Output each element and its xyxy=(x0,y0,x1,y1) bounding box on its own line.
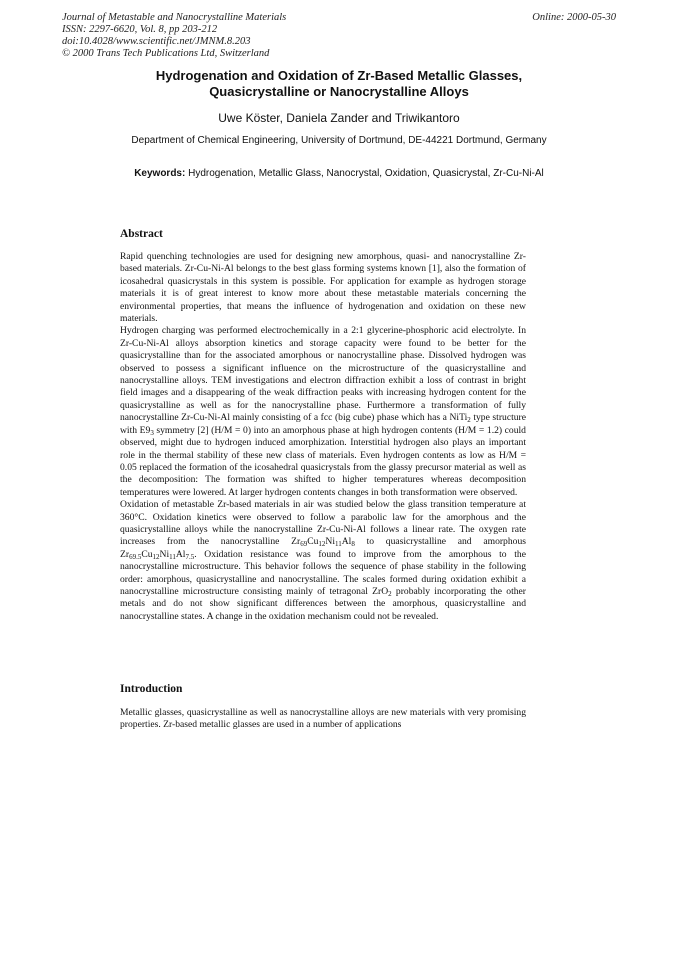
abstract-paragraph-3: Oxidation of metastable Zr-based materials in air was studied below the glass transition temperature at 360°C. Oxidation kinetics were observed to follow a parabolic law for the amorphous and the quasicrystalline alloys while the nanocrystalline Zr-Cu-Ni-Al follows a linear rate. The oxygen rate increases from the nanocrystalline $Zr_{69}Cu_{12}Ni_{11}Al_8$ to quasicrystalline and amorphous $Zr_{69.5}Cu_{12}Ni_{11}Al_{7.5}$. Oxidation resistance was found to improve from the amorphous to the nanocrystalline microstructure. This behavior follows the sequence of phase stability in the following order: amorphous, quasicrystalline and nanocrystalline. The scales formed during oxidation exhibit a nanocrystalline microstructure consisting mainly of tetragonal ZrO$_2$ probably incorporating the other metals and do not show significant differences between the amorphous, quasicrystalline and nanocrystalline states. A change in the oxidation mechanism could not be revealed. xyxy=(120,499,526,622)
abstract-paragraph-2: Hydrogen charging was performed electrochemically in a 2:1 glycerine-phosphoric acid electrolyte. In Zr-Cu-Ni-Al alloys absorption kinetics and storage capacity were found to be better for the quasicrystalline than for the associated amorphous or nanocrystalline phase. Dissolved hydrogen was observed to possess a significant influence on the microstructure of the quasicrystalline and nanocrystalline alloys. TEM investigations and electron diffraction exhibit a loss of contrast in bright field images and a disappearing of the weak diffraction peaks with increasing hydrogen content for the quasicrystalline as well as for the nanocrystalline phase. Furthermore a transformation of fully nanocrystalline Zr-Cu-Ni-Al mainly consisting of a fcc (big cube) phase which has a NiTi$_2$ type structure with $E9_3$ symmetry [2] (H/M = 0) into an amorphous phase at high hydrogen contents (H/M = 1.2) could observed, might due to hydrogen induced amorphization. Interstitial hydrogen also plays an important role in the thermal stability of these new class of materials. Even hydrogen contents as low as H/M = 0.05 replaced the formation of the icosahedral quasicrystals from the glassy precursor material as well as the decomposition: The formation was shifted to higher temperatures whereas decomposition temperatures were lowered. At larger hydrogen contents changes in both transformation were observed. xyxy=(120,325,526,498)
title-line-2: Quasicrystalline or Nanocrystalline Alloys xyxy=(209,84,469,99)
keywords-text: Hydrogenation, Metallic Glass, Nanocrystal, Oxidation, Quasicrystal, Zr-Cu-Ni-Al xyxy=(188,168,544,179)
authors: Uwe Köster, Daniela Zander and Triwikantoro xyxy=(218,111,460,125)
title-line-1: Hydrogenation and Oxidation of Zr-Based Metallic Glasses, xyxy=(155,68,523,83)
paper-title xyxy=(60,68,618,100)
journal-header xyxy=(62,12,286,60)
copyright-line: © 2000 Trans Tech Publications Ltd, Switzerland xyxy=(62,48,270,59)
keywords xyxy=(60,168,618,179)
issn-line: ISSN: 2297-6620, Vol. 8, pp 203-212 xyxy=(62,24,218,35)
abstract-heading: Abstract xyxy=(120,228,163,240)
abstract-body xyxy=(120,251,526,623)
abstract-paragraph-1: Rapid quenching technologies are used for designing new amorphous, quasi- and nanocrystalline Zr-based materials. Zr-Cu-Ni-Al belongs to the best glass forming systems known [1], also the formation of icosahedral quasicrystals in this system is possible. For application for example as hydrogen storage materials it is of great interest to know more about these metastable materials concerning the environmental properties, that means the influence of hydrogenation and oxidation on these new materials. xyxy=(120,251,526,325)
introduction-paragraph: Metallic glasses, quasicrystalline as well as nanocrystalline alloys are new materials with very promising properties. Zr-based metallic glasses are used in a number of applications xyxy=(120,707,526,731)
doi-line: doi:10.4028/www.scientific.net/JMNM.8.203 xyxy=(62,36,251,47)
journal-name: Journal of Metastable and Nanocrystalline Materials xyxy=(62,12,287,23)
affiliation: Department of Chemical Engineering, University of Dortmund, DE-44221 Dortmund, Germany xyxy=(131,135,547,146)
introduction-heading: Introduction xyxy=(120,683,183,695)
introduction-body xyxy=(120,707,526,732)
keywords-label: Keywords: xyxy=(134,168,186,179)
online-date: Online: 2000-05-30 xyxy=(532,12,616,23)
